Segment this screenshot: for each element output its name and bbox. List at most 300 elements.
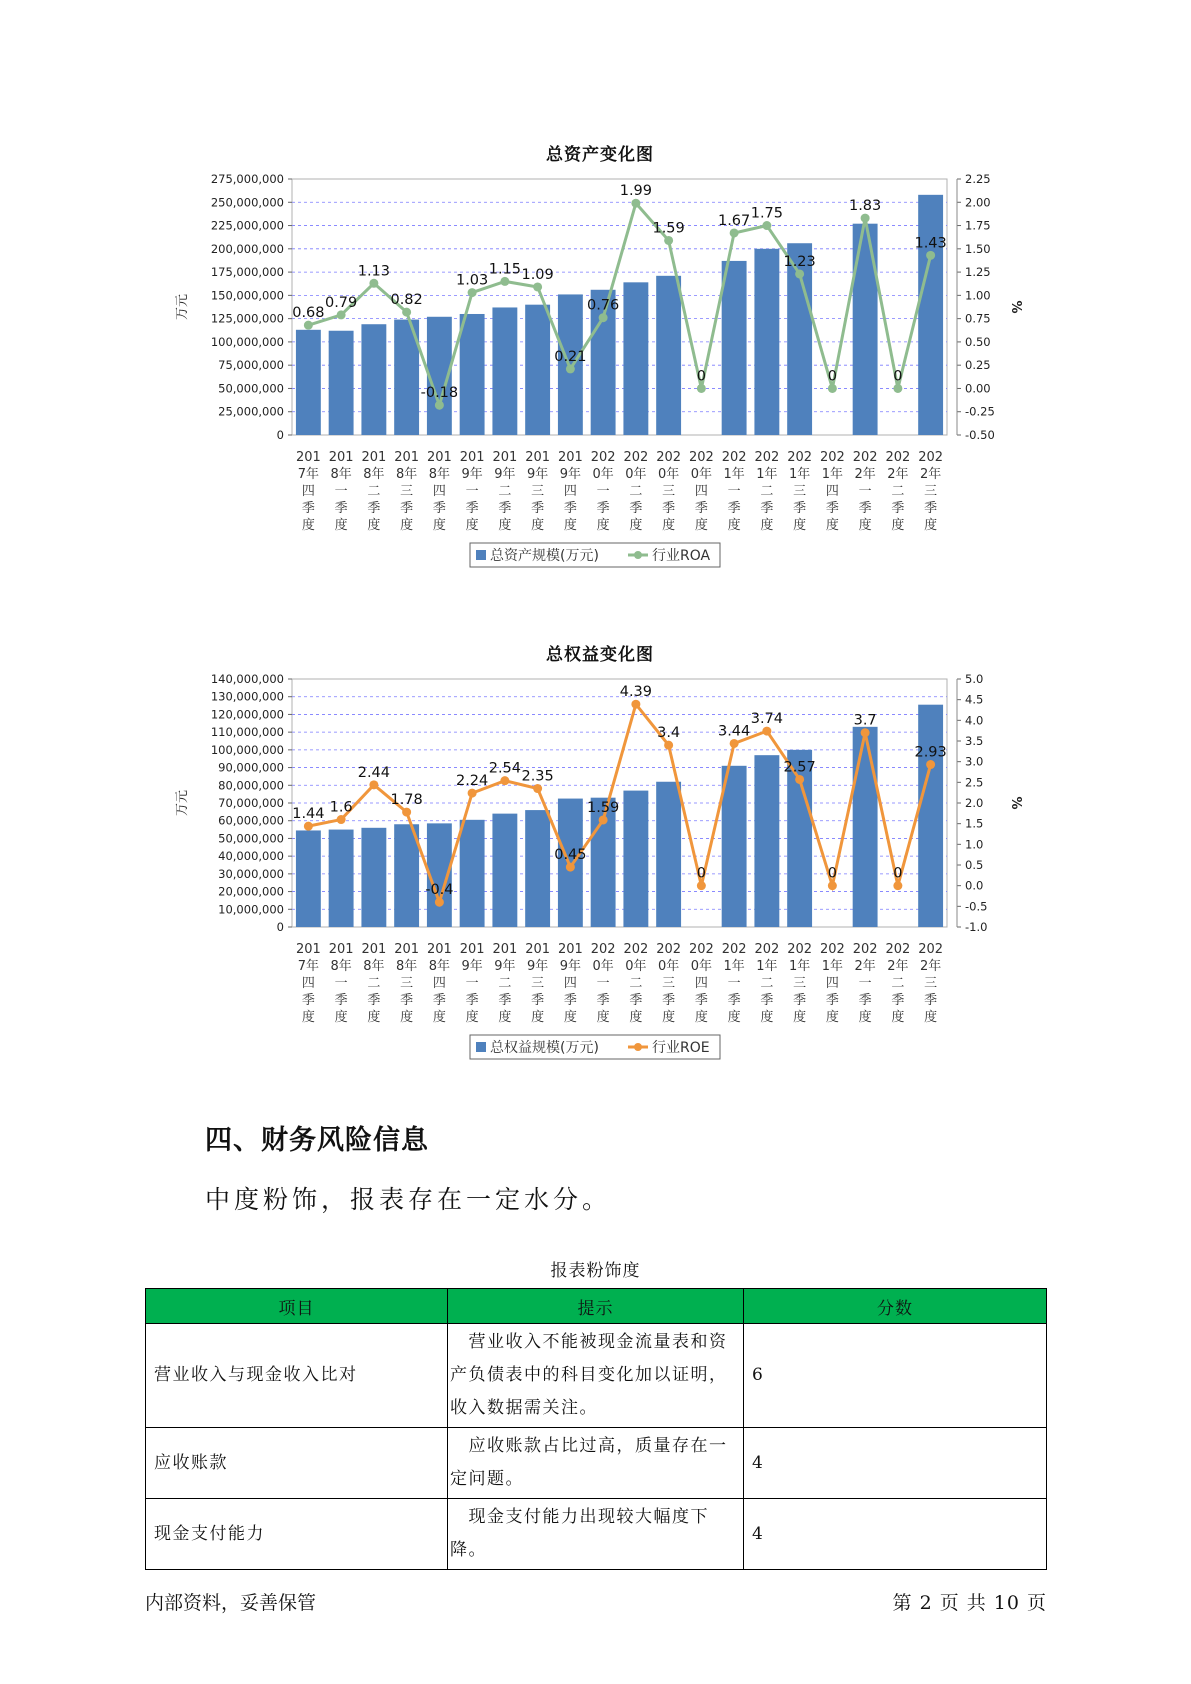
y-left-tick-label: 90,000,000 <box>218 760 284 775</box>
x-tick-label: 9年 <box>461 467 483 482</box>
y-right-tick-label: 2.0 <box>965 796 984 810</box>
y-right-tick-label: -0.50 <box>965 428 995 442</box>
section-heading: 四、财务风险信息 <box>205 1125 429 1156</box>
x-tick-label: 季 <box>891 993 905 1008</box>
bar <box>361 828 386 927</box>
y-left-tick-label: 75,000,000 <box>218 358 284 373</box>
x-tick-label: 度 <box>891 1010 905 1025</box>
x-tick-label: 8年 <box>395 467 418 482</box>
x-tick-label: 季 <box>367 501 381 516</box>
x-tick-label: 季 <box>301 993 315 1008</box>
bar <box>361 324 386 435</box>
x-tick-label: 9年 <box>559 959 582 974</box>
x-tick-label: 201 <box>459 942 485 957</box>
data-label: -0.18 <box>420 385 459 402</box>
x-tick-label: 2年 <box>919 959 942 974</box>
x-tick-label: 202 <box>721 450 747 465</box>
bar <box>525 305 550 435</box>
x-tick-label: 一 <box>334 976 348 991</box>
x-tick-label: 季 <box>629 501 643 516</box>
x-tick-label: 四 <box>301 484 315 499</box>
x-tick-label: 8年 <box>428 959 451 974</box>
x-tick-label: 1年 <box>821 959 844 974</box>
x-tick-label: 四 <box>694 976 708 991</box>
x-tick-label: 度 <box>858 518 872 533</box>
y-left-tick-label: 70,000,000 <box>218 796 284 810</box>
assets-chart <box>170 165 1030 595</box>
data-label: 0.82 <box>390 292 423 309</box>
x-tick-label: 二 <box>629 976 643 991</box>
x-tick-label: 季 <box>367 993 381 1008</box>
x-tick-label: 度 <box>629 518 643 533</box>
bar <box>722 766 747 927</box>
x-tick-label: 度 <box>563 518 577 533</box>
x-tick-label: 7年 <box>297 959 320 974</box>
bar <box>296 330 321 435</box>
line-point <box>468 789 477 798</box>
x-tick-label: 度 <box>727 518 741 533</box>
y-left-axis-label: 万元 <box>175 293 190 321</box>
x-tick-label: 一 <box>465 976 479 991</box>
x-tick-label: 季 <box>400 993 414 1008</box>
x-tick-label: 一 <box>465 484 479 499</box>
data-label: 0 <box>893 865 903 882</box>
x-tick-label: 二 <box>891 484 905 499</box>
x-tick-label: 度 <box>465 518 479 533</box>
y-right-tick-label: 0.50 <box>965 334 991 349</box>
data-label: 1.15 <box>488 261 522 278</box>
data-label: 3.4 <box>657 725 681 742</box>
line-point <box>304 822 313 831</box>
x-tick-label: 度 <box>760 1010 774 1025</box>
x-tick-label: 季 <box>727 993 741 1008</box>
x-tick-label: 202 <box>852 942 878 957</box>
x-tick-label: 季 <box>858 993 872 1008</box>
bar <box>853 727 878 927</box>
data-label: 0 <box>827 368 837 385</box>
x-tick-label: 202 <box>918 450 944 465</box>
line-point <box>402 308 411 317</box>
data-label: 1.78 <box>390 792 423 809</box>
x-tick-label: 202 <box>754 450 780 465</box>
y-right-tick-label: -0.25 <box>965 404 995 419</box>
x-tick-label: 度 <box>825 1010 839 1025</box>
x-tick-label: 季 <box>563 501 577 516</box>
x-tick-label: 201 <box>525 450 551 465</box>
x-tick-label: 度 <box>367 1010 381 1025</box>
line-point <box>468 288 477 297</box>
y-left-tick-label: 0 <box>276 920 284 934</box>
x-tick-label: 1年 <box>723 959 745 974</box>
x-tick-label: 201 <box>557 450 583 465</box>
x-tick-label: 2年 <box>887 959 909 974</box>
x-tick-label: 201 <box>394 450 420 465</box>
x-tick-label: 0年 <box>592 959 614 974</box>
x-tick-label: 一 <box>727 976 741 991</box>
x-tick-label: 二 <box>367 976 381 991</box>
x-tick-label: 202 <box>688 450 714 465</box>
legend-line-label: 行业ROE <box>652 1040 710 1056</box>
bar <box>656 276 681 435</box>
y-left-tick-label: 30,000,000 <box>218 866 284 881</box>
x-tick-label: 201 <box>295 942 321 957</box>
line-point <box>631 199 640 208</box>
bar <box>754 249 779 435</box>
y-left-tick-label: 60,000,000 <box>218 813 284 828</box>
x-tick-label: 季 <box>334 501 348 516</box>
x-tick-label: 202 <box>787 450 813 465</box>
x-tick-label: 季 <box>727 501 741 516</box>
x-tick-label: 二 <box>498 976 512 991</box>
bar <box>525 810 550 927</box>
line-point <box>926 760 935 769</box>
line-point <box>828 881 837 890</box>
x-tick-label: 0年 <box>690 467 713 482</box>
y-right-tick-label: 4.0 <box>965 713 984 728</box>
x-tick-label: 季 <box>793 993 807 1008</box>
x-tick-label: 8年 <box>428 467 451 482</box>
legend-line-marker <box>634 551 642 559</box>
y-right-tick-label: 1.0 <box>965 837 984 852</box>
line-point <box>599 313 608 322</box>
line-point <box>435 401 444 410</box>
x-tick-label: 2年 <box>887 467 909 482</box>
table-row <box>146 1324 1047 1428</box>
x-tick-label: 二 <box>760 484 774 499</box>
x-tick-label: 三 <box>400 484 414 499</box>
x-tick-label: 一 <box>858 484 872 499</box>
x-tick-label: 度 <box>924 1010 938 1025</box>
x-tick-label: 季 <box>563 993 577 1008</box>
line-point <box>926 251 935 260</box>
data-label: 0.76 <box>586 297 620 314</box>
y-left-tick-label: 200,000,000 <box>210 241 284 256</box>
data-label: 1.23 <box>783 253 816 270</box>
y-left-tick-label: 175,000,000 <box>210 265 284 280</box>
x-tick-label: 二 <box>498 484 512 499</box>
x-tick-label: 三 <box>400 976 414 991</box>
x-tick-label: 度 <box>662 1010 676 1025</box>
row-item: 应收账款 <box>146 1428 448 1499</box>
y-left-tick-label: 275,000,000 <box>210 172 284 186</box>
x-tick-label: 三 <box>662 484 676 499</box>
line-point <box>795 269 804 278</box>
x-tick-label: 201 <box>557 942 583 957</box>
line-point <box>337 815 346 824</box>
x-tick-label: 度 <box>334 518 348 533</box>
x-tick-label: 三 <box>924 976 938 991</box>
line-point <box>697 881 706 890</box>
x-tick-label: 8年 <box>330 959 352 974</box>
data-label: 0.45 <box>554 847 587 864</box>
y-right-tick-label: 0.25 <box>965 358 991 373</box>
x-tick-label: 8年 <box>363 467 385 482</box>
y-right-axis-label: % <box>1008 796 1023 810</box>
bar <box>853 224 878 435</box>
y-left-tick-label: 10,000,000 <box>218 902 284 917</box>
x-tick-label: 202 <box>721 942 747 957</box>
x-tick-label: 度 <box>301 518 315 533</box>
data-label: 0 <box>827 865 837 882</box>
x-tick-label: 201 <box>295 450 321 465</box>
bar <box>918 195 943 435</box>
x-tick-label: 四 <box>694 484 708 499</box>
row-item: 现金支付能力 <box>146 1499 448 1570</box>
table-caption: 报表粉饰度 <box>550 1261 641 1281</box>
x-tick-label: 四 <box>301 976 315 991</box>
x-tick-label: 8年 <box>363 959 385 974</box>
bar <box>296 830 321 927</box>
x-tick-label: 季 <box>760 501 774 516</box>
line-point <box>599 815 608 824</box>
x-tick-label: 202 <box>623 450 649 465</box>
data-label: 1.44 <box>292 806 325 823</box>
x-tick-label: 季 <box>498 993 512 1008</box>
x-tick-label: 季 <box>531 501 545 516</box>
x-tick-label: 季 <box>858 501 872 516</box>
x-tick-label: 四 <box>563 484 577 499</box>
x-tick-label: 季 <box>596 993 610 1008</box>
legend-line-marker <box>634 1043 642 1051</box>
line-point <box>730 739 739 748</box>
line-point <box>402 808 411 817</box>
x-tick-label: 季 <box>629 993 643 1008</box>
risk-table <box>145 1288 1047 1570</box>
data-label: 3.74 <box>750 711 784 728</box>
line-point <box>664 741 673 750</box>
x-tick-label: 201 <box>361 450 387 465</box>
equity-chart <box>170 665 1030 1105</box>
y-right-tick-label: 1.75 <box>965 218 991 233</box>
x-tick-label: 季 <box>334 993 348 1008</box>
x-tick-label: 三 <box>793 976 807 991</box>
y-right-tick-label: -1.0 <box>965 920 988 934</box>
x-tick-label: 季 <box>531 993 545 1008</box>
line-point <box>631 700 640 709</box>
line-point <box>566 364 575 373</box>
row-hint: 营业收入不能被现金流量表和资产负债表中的科目变化加以证明，收入数据需关注。 <box>448 1324 744 1428</box>
y-right-tick-label: 2.25 <box>965 172 991 186</box>
data-label: 1.03 <box>455 272 489 289</box>
legend-line-label: 行业ROA <box>652 548 711 564</box>
y-left-tick-label: 110,000,000 <box>210 725 284 740</box>
x-tick-label: 一 <box>334 484 348 499</box>
data-label: 1.75 <box>750 205 784 222</box>
row-score: 6 <box>744 1324 1047 1428</box>
equity-chart-title: 总权益变化图 <box>546 645 654 665</box>
data-label: -0.4 <box>425 882 454 899</box>
row-hint: 应收账款占比过高，质量存在一定问题。 <box>448 1428 744 1499</box>
x-tick-label: 9年 <box>526 959 549 974</box>
x-tick-label: 季 <box>825 993 839 1008</box>
line-point <box>304 321 313 330</box>
x-tick-label: 度 <box>858 1010 872 1025</box>
x-tick-label: 二 <box>891 976 905 991</box>
x-tick-label: 1年 <box>788 467 811 482</box>
x-tick-label: 三 <box>793 484 807 499</box>
y-right-tick-label: 0.75 <box>965 311 991 326</box>
x-tick-label: 201 <box>459 450 485 465</box>
data-label: 1.67 <box>717 212 751 229</box>
data-label: 0.21 <box>554 348 587 365</box>
x-tick-label: 季 <box>465 993 479 1008</box>
y-left-axis-label: 万元 <box>175 789 190 817</box>
y-right-tick-label: 1.00 <box>965 288 991 303</box>
bar <box>623 791 648 927</box>
x-tick-label: 度 <box>694 1010 708 1025</box>
data-label: 2.44 <box>357 764 391 781</box>
x-tick-label: 度 <box>793 1010 807 1025</box>
line-point <box>435 898 444 907</box>
x-tick-label: 四 <box>432 976 446 991</box>
y-right-tick-label: 1.25 <box>965 265 991 280</box>
data-label: 3.44 <box>717 723 751 740</box>
line-point <box>730 228 739 237</box>
x-tick-label: 0年 <box>690 959 713 974</box>
x-tick-label: 0年 <box>625 467 647 482</box>
x-tick-label: 季 <box>301 501 315 516</box>
x-tick-label: 四 <box>825 484 839 499</box>
x-tick-label: 度 <box>924 518 938 533</box>
x-tick-label: 季 <box>498 501 512 516</box>
legend-bar-swatch <box>476 1042 486 1052</box>
x-tick-label: 9年 <box>494 959 516 974</box>
x-tick-label: 9年 <box>494 467 516 482</box>
line-point <box>500 776 509 785</box>
y-left-tick-label: 250,000,000 <box>210 195 284 210</box>
line-point <box>861 214 870 223</box>
x-tick-label: 度 <box>596 518 610 533</box>
x-tick-label: 度 <box>760 518 774 533</box>
x-tick-label: 201 <box>328 450 354 465</box>
x-tick-label: 0年 <box>657 467 680 482</box>
data-label: 4.39 <box>619 684 653 701</box>
bar <box>460 314 485 435</box>
data-label: 0.79 <box>324 294 358 311</box>
line-point <box>697 384 706 393</box>
x-tick-label: 四 <box>432 484 446 499</box>
y-right-tick-label: -0.5 <box>965 899 988 914</box>
x-tick-label: 季 <box>400 501 414 516</box>
x-tick-label: 季 <box>825 501 839 516</box>
section-body: 中度粉饰，报表存在一定水分。 <box>205 1185 612 1214</box>
footer-note: 内部资料，妥善保管 <box>145 1592 317 1614</box>
x-tick-label: 202 <box>918 942 944 957</box>
y-right-tick-label: 1.50 <box>965 241 991 256</box>
x-tick-label: 四 <box>563 976 577 991</box>
data-label: 3.7 <box>853 712 877 729</box>
x-tick-label: 2年 <box>854 959 876 974</box>
legend-bar-label: 总资产规模(万元) <box>490 548 599 564</box>
x-tick-label: 度 <box>400 518 414 533</box>
bar <box>722 261 747 435</box>
header-score: 分数 <box>744 1289 1047 1324</box>
data-label: 0 <box>696 368 706 385</box>
x-tick-label: 度 <box>629 1010 643 1025</box>
x-tick-label: 季 <box>662 501 676 516</box>
x-tick-label: 度 <box>596 1010 610 1025</box>
x-tick-label: 201 <box>426 450 452 465</box>
x-tick-label: 202 <box>885 942 911 957</box>
x-tick-label: 季 <box>432 501 446 516</box>
y-right-tick-label: 2.00 <box>965 195 991 210</box>
x-tick-label: 季 <box>694 501 708 516</box>
data-label: 2.57 <box>783 759 816 776</box>
line-point <box>533 784 542 793</box>
bar <box>492 307 517 435</box>
x-tick-label: 202 <box>590 942 616 957</box>
data-label: 2.93 <box>914 744 947 761</box>
x-tick-label: 度 <box>891 518 905 533</box>
y-left-tick-label: 80,000,000 <box>218 778 284 793</box>
data-label: 1.59 <box>652 220 685 237</box>
x-tick-label: 8年 <box>395 959 418 974</box>
x-tick-label: 一 <box>596 976 610 991</box>
x-tick-label: 度 <box>793 518 807 533</box>
x-tick-label: 季 <box>924 993 938 1008</box>
y-left-tick-label: 150,000,000 <box>210 288 284 303</box>
x-tick-label: 202 <box>885 450 911 465</box>
header-hint: 提示 <box>448 1289 744 1324</box>
y-left-tick-label: 40,000,000 <box>218 849 284 864</box>
equity-chart-block <box>170 640 1030 1109</box>
data-label: 0 <box>893 368 903 385</box>
line-point <box>893 384 902 393</box>
x-tick-label: 7年 <box>297 467 320 482</box>
y-right-tick-label: 3.5 <box>965 734 984 748</box>
bar <box>918 705 943 927</box>
data-label: 0 <box>696 865 706 882</box>
line-point <box>861 728 870 737</box>
x-tick-label: 度 <box>334 1010 348 1025</box>
header-item: 项目 <box>146 1289 448 1324</box>
x-tick-label: 202 <box>819 942 845 957</box>
line-point <box>795 775 804 784</box>
x-tick-label: 三 <box>662 976 676 991</box>
x-tick-label: 二 <box>760 976 774 991</box>
row-score: 4 <box>744 1499 1047 1570</box>
y-left-tick-label: 100,000,000 <box>210 742 284 757</box>
x-tick-label: 202 <box>819 450 845 465</box>
y-left-tick-label: 0 <box>276 428 284 442</box>
x-tick-label: 度 <box>367 518 381 533</box>
x-tick-label: 202 <box>590 450 616 465</box>
y-left-tick-label: 120,000,000 <box>210 707 284 722</box>
data-label: 2.35 <box>521 768 554 785</box>
y-right-tick-label: 5.0 <box>965 672 984 686</box>
y-left-tick-label: 140,000,000 <box>210 672 284 686</box>
x-tick-label: 三 <box>924 484 938 499</box>
data-label: 1.09 <box>521 266 554 283</box>
line-point <box>500 277 509 286</box>
x-tick-label: 201 <box>394 942 420 957</box>
x-tick-label: 度 <box>825 518 839 533</box>
line-point <box>369 780 378 789</box>
legend-bar-label: 总权益规模(万元) <box>490 1040 599 1056</box>
x-tick-label: 度 <box>465 1010 479 1025</box>
x-tick-label: 一 <box>596 484 610 499</box>
x-tick-label: 度 <box>694 518 708 533</box>
x-tick-label: 三 <box>531 976 545 991</box>
x-tick-label: 2年 <box>854 467 876 482</box>
table-row <box>146 1428 1047 1499</box>
y-left-tick-label: 225,000,000 <box>210 218 284 233</box>
y-left-tick-label: 50,000,000 <box>218 381 284 396</box>
x-tick-label: 201 <box>426 942 452 957</box>
y-right-tick-label: 3.0 <box>965 754 984 769</box>
row-score: 4 <box>744 1428 1047 1499</box>
x-tick-label: 1年 <box>788 959 811 974</box>
